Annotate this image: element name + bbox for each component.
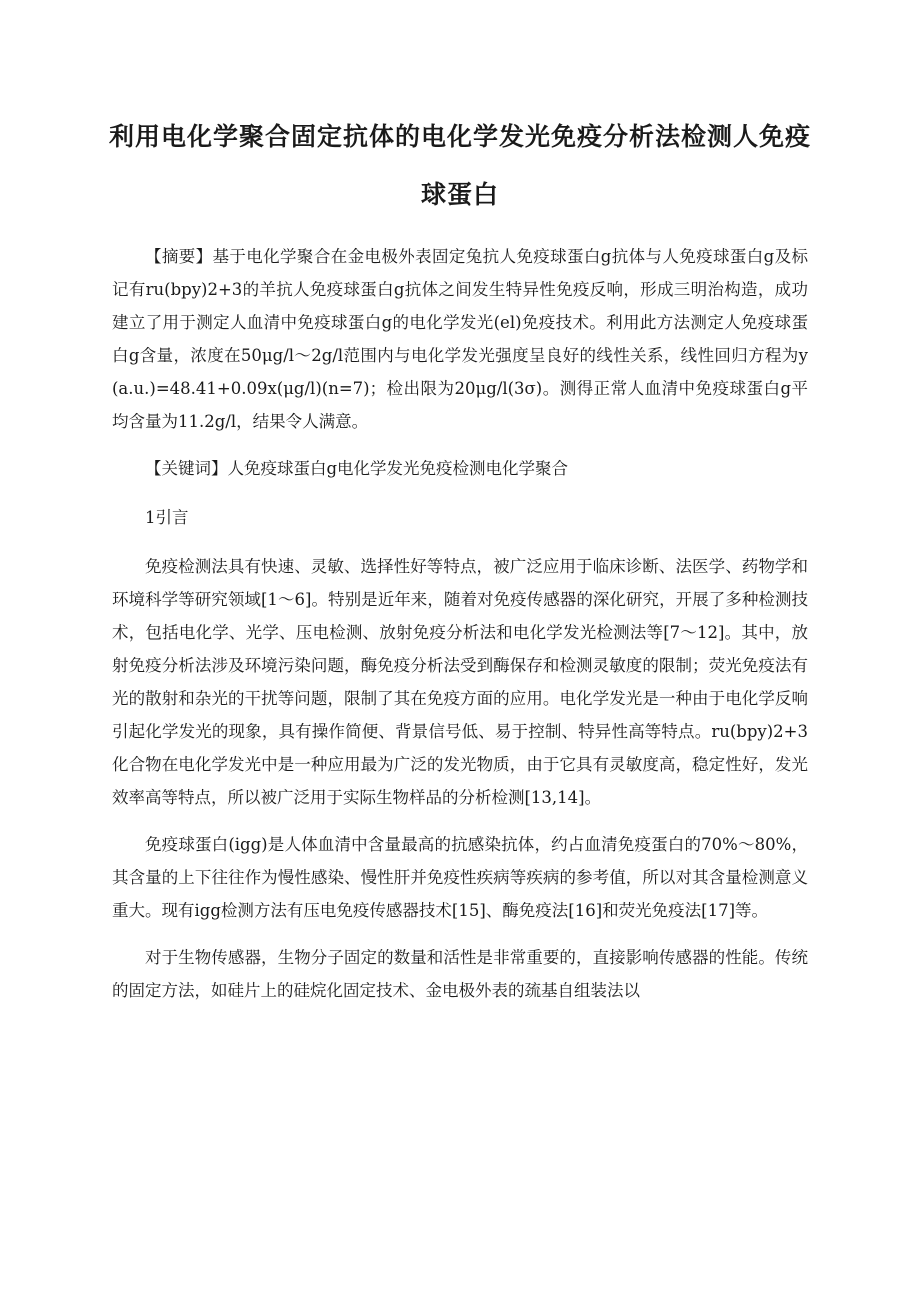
body-paragraph-1: 免疫检测法具有快速、灵敏、选择性好等特点，被广泛应用于临床诊断、法医学、药物学和环境科学等研究领域[1～6]。特别是近年来，随着对免疫传感器的深化研究，开展了多种检测技术，包括电化学、光学、压电检测、放射免疫分析法和电化学发光检测法等[7～12]。其中，放射免疫分析法涉及环境污染问题，酶免疫分析法受到酶保存和检测灵敏度的限制；荧光免疫法有光的散射和杂光的干扰等问题，限制了其在免疫方面的应用。电化学发光是一种由于电化学反响引起化学发光的现象，具有操作简便、背景信号低、易于控制、特异性高等特点。ru(bpy)2+3化合物在电化学发光中是一种应用最为广泛的发光物质，由于它具有灵敏度高，稳定性好，发光效率高等特点，所以被广泛用于实际生物样品的分析检测[13,14]。 — [112, 557, 808, 807]
keywords-paragraph: 【关键词】人免疫球蛋白g电化学发光免疫检测电化学聚合 — [145, 459, 569, 478]
section-heading: 1引言 — [145, 508, 189, 527]
body-paragraph-2: 免疫球蛋白(igg)是人体血清中含量最高的抗感染抗体，约占血清免疫蛋白的70%～80%，其含量的上下往往作为慢性感染、慢性肝并免疫性疾病等疾病的参考值，所以对其含量检测意义重大。现有igg检测方法有压电免疫传感器技术[15]、酶免疫法[16]和荧光免疫法[17]等。 — [112, 835, 808, 920]
document-title: 利用电化学聚合固定抗体的电化学发光免疫分析法检测人免疫球蛋白 — [108, 122, 811, 209]
abstract-paragraph: 【摘要】基于电化学聚合在金电极外表固定兔抗人免疫球蛋白g抗体与人免疫球蛋白g及标记有ru(bpy)2+3的羊抗人免疫球蛋白g抗体之间发生特异性免疫反响，形成三明治构造，成功建立了用于测定人血清中免疫球蛋白g的电化学发光(el)免疫技术。利用此方法测定人免疫球蛋白g含量，浓度在50μg/l～2g/l范围内与电化学发光强度呈良好的线性关系，线性回归方程为y(a.u.)=48.41+0.09x(μg/l)(n=7)；检出限为20μg/l(3σ)。测得正常人血清中免疫球蛋白g平均含量为11.2g/l，结果令人满意。 — [112, 247, 808, 431]
body-paragraph-3: 对于生物传感器，生物分子固定的数量和活性是非常重要的，直接影响传感器的性能。传统的固定方法，如硅片上的硅烷化固定技术、金电极外表的巯基自组装法以 — [112, 948, 808, 1000]
document-body — [112, 240, 808, 1021]
